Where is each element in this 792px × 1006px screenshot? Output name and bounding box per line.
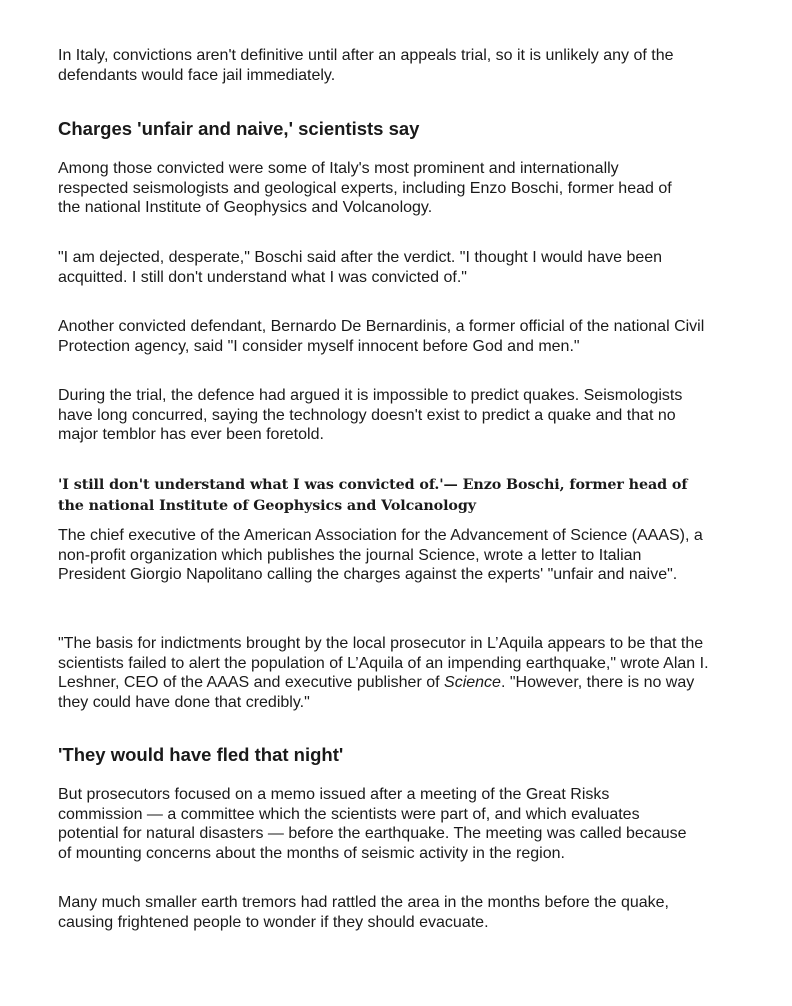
journal-name: Science (444, 674, 501, 692)
paragraph-aaas-letter: The chief executive of the American Association for the Advancement of Science (AAAS), a non-profit organization which publishes the journal Science, wrote a letter to Italian President Giorgio Napolitano calling the charges against the experts' "unfair and naive". (58, 527, 703, 584)
heading-fled: 'They would have fled that night' (58, 744, 344, 765)
paragraph-de-bernardinis: Another convicted defendant, Bernardo De Bernardinis, a former official of the national Civil Protection agency, said "I consider myself innocent before God and men." (58, 318, 705, 355)
paragraph-appeals: In Italy, convictions aren't definitive until after an appeals trial, so it is unlikely any of the defendants would face jail immediately. (58, 47, 674, 84)
leshner-quote-text: "The basis for indictments brought by the local prosecutor in L’Aquila appears to be that the scientists failed to alert the population of L’Aquila of an impending earthquake," wrote Alan I. Leshner, CEO of the AAAS and executive publisher of (58, 635, 709, 692)
paragraph-leshner-quote (58, 634, 728, 712)
pull-quote: 'I still don't understand what I was convicted of.'— Enzo Boschi, former head of the national Institute of Geophysics and Volcanology (58, 477, 688, 514)
paragraph-boschi-dejected: "I am dejected, desperate," Boschi said after the verdict. "I thought I would have been acquitted. I still don't understand what I was convicted of." (58, 249, 663, 286)
heading-charges: Charges 'unfair and naive,' scientists say (58, 118, 420, 139)
paragraph-among-convicted: Among those convicted were some of Italy's most prominent and internationally respected seismologists and geological experts, including Enzo Boschi, former head of the national Institute of Geophysics and Volcanology. (58, 160, 672, 217)
paragraph-defence-argued: During the trial, the defence had argued it is impossible to predict quakes. Seismologists have long concurred, saying the technology doesn't exist to predict a quake and that no major temblor has ever been foretold. (58, 387, 683, 444)
paragraph-earth-tremors: Many much smaller earth tremors had rattled the area in the months before the quake, causing frightened people to wonder if they should evacuate. (58, 894, 669, 931)
paragraph-prosecutors-memo: But prosecutors focused on a memo issued after a meeting of the Great Risks commission — a committee which the scientists were part of, and which evaluates potential for natural disasters — before the earthquake. The meeting was called because of mounting concerns about the months of seismic activity in the region. (58, 786, 687, 862)
leshner-quote-tail: . "However, there is no way they could have done that credibly." (58, 674, 695, 711)
